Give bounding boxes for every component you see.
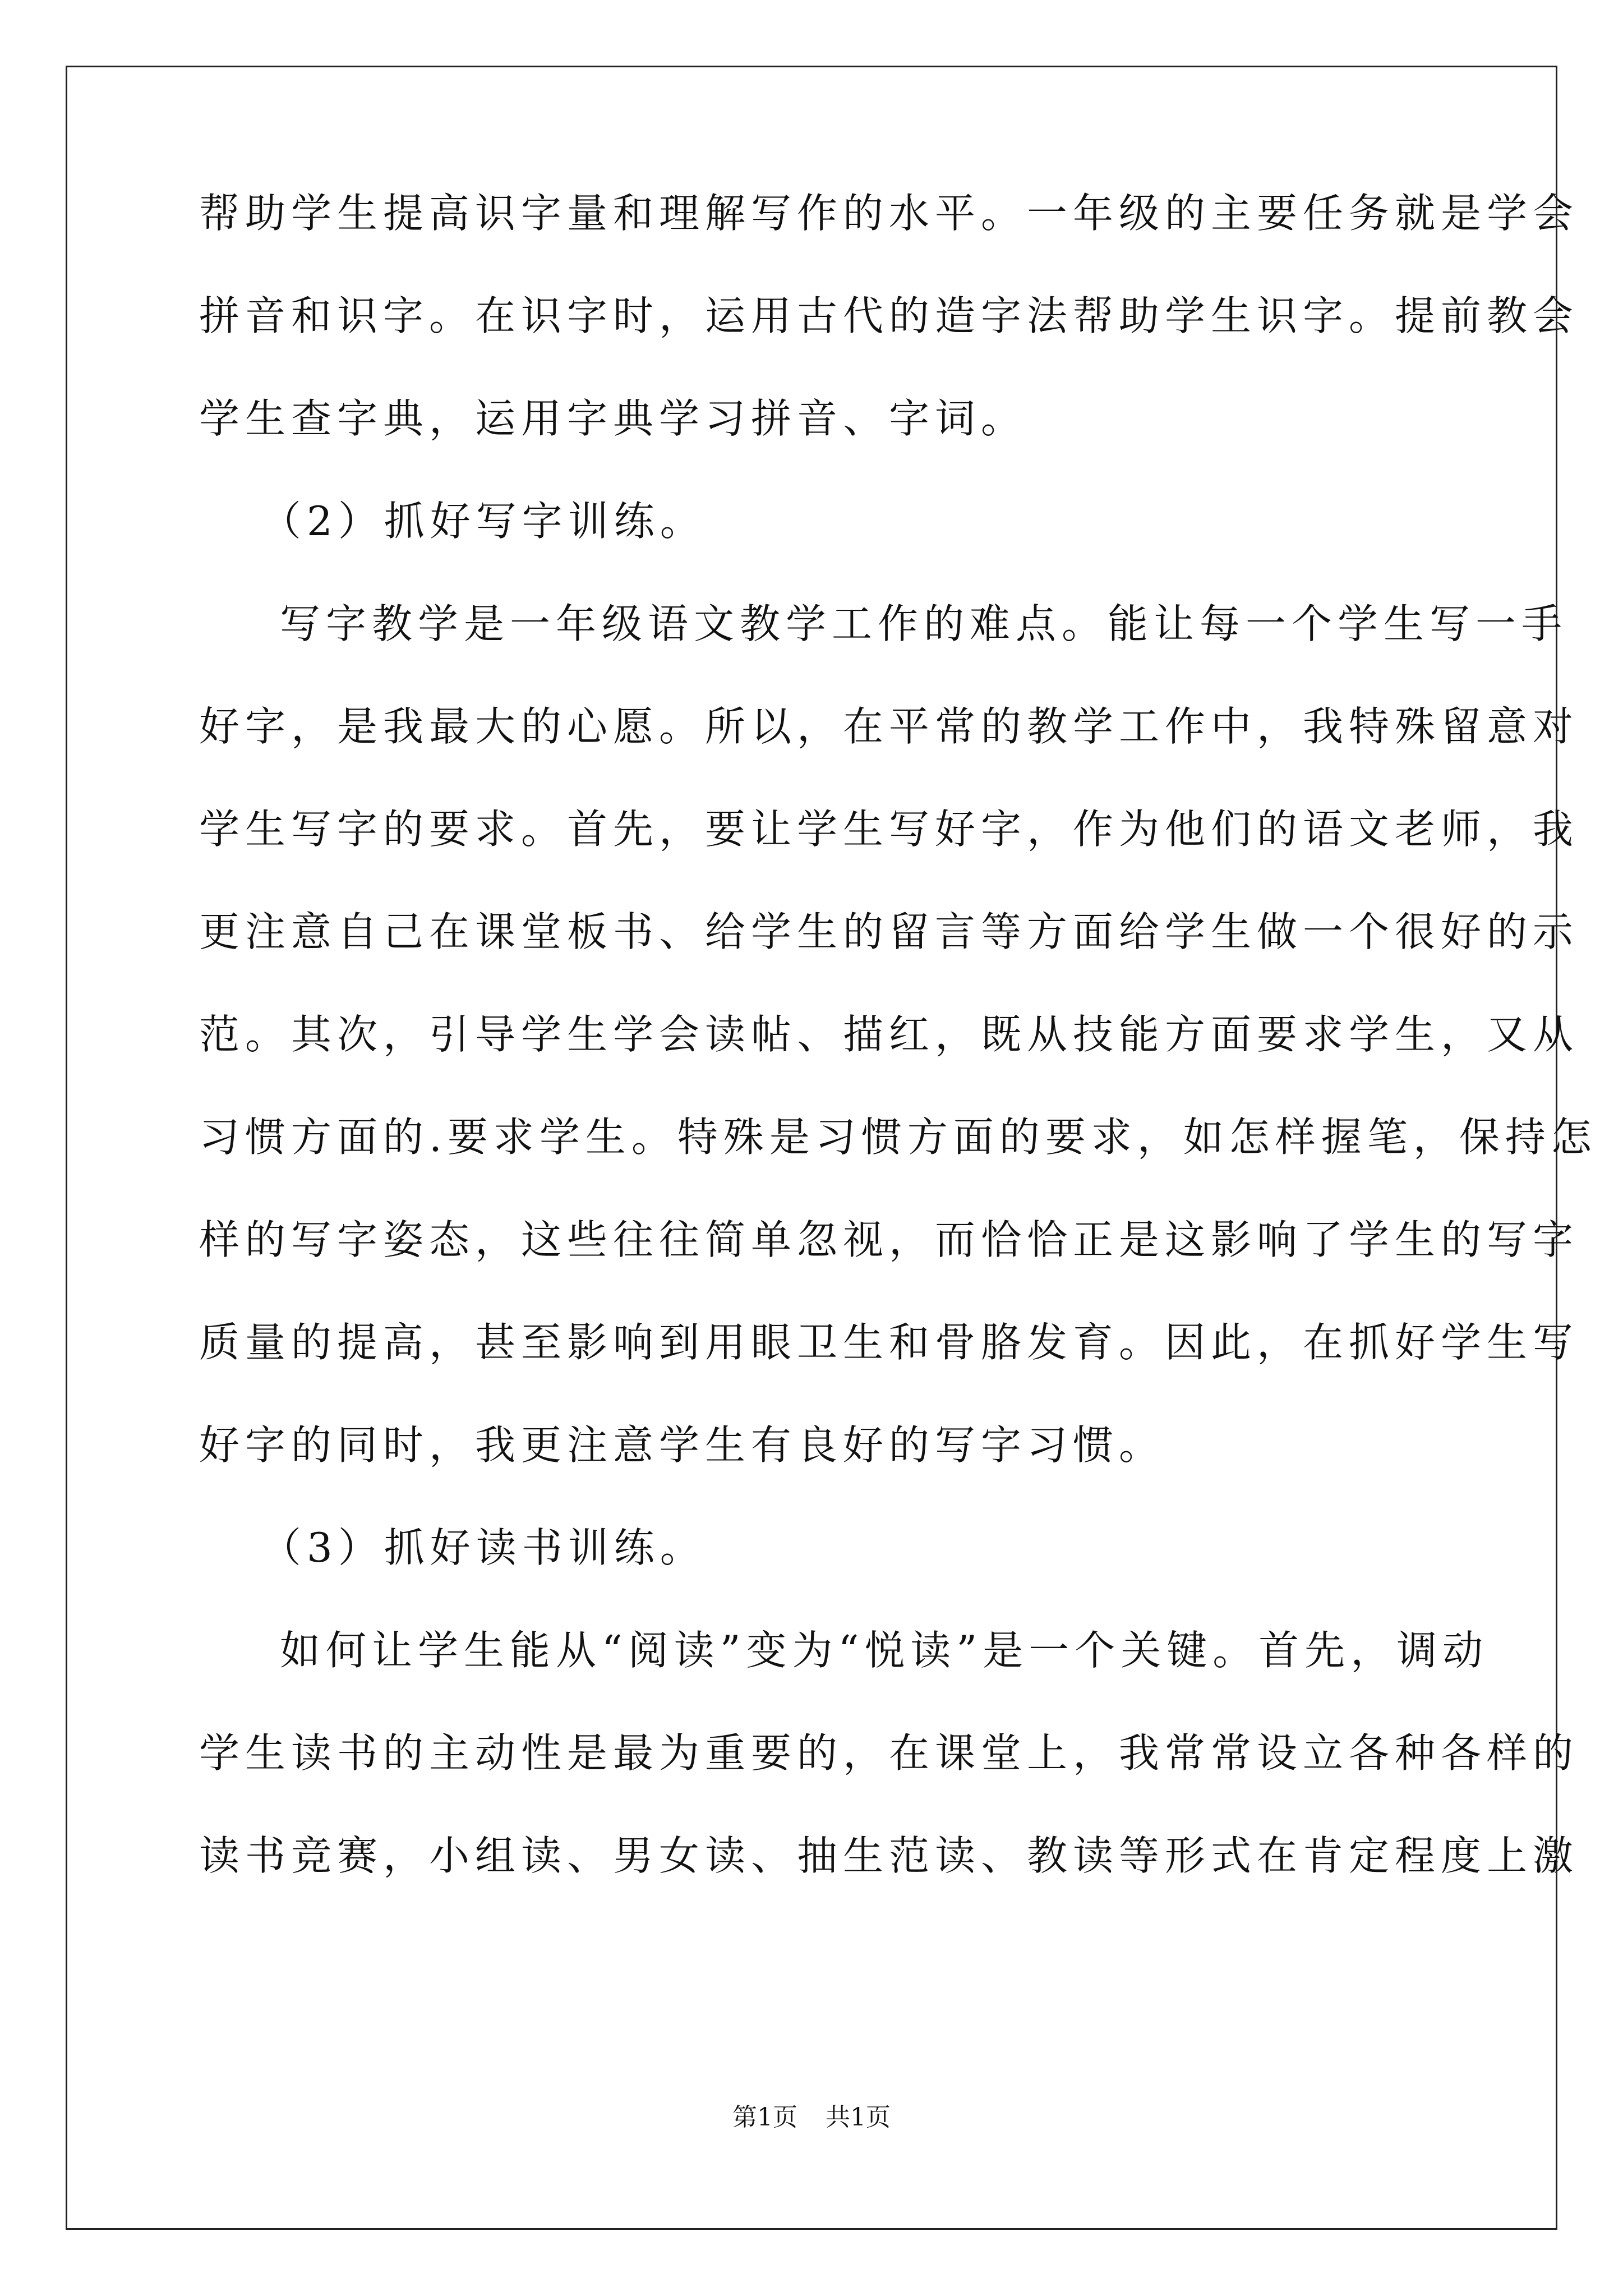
- text-line: 质量的提高，甚至影响到用眼卫生和骨胳发育。因此，在抓好学生写: [199, 1319, 1579, 1366]
- paragraph-start: 如何让学生能从“阅读”变为“悦读”是一个关键。首先，调动: [280, 1627, 1489, 1674]
- text-line: 学生写字的要求。首先，要让学生写好字，作为他们的语文老师，我: [199, 806, 1579, 853]
- text-line: 读书竞赛，小组读、男女读、抽生范读、教读等形式在肯定程度上激: [199, 1832, 1579, 1879]
- text-line: 习惯方面的.要求学生。特殊是习惯方面的要求，如怎样握笔，保持怎: [199, 1114, 1597, 1161]
- page-number: 第1页: [732, 2103, 797, 2132]
- paragraph-start: 写字教学是一年级语文教学工作的难点。能让每一个学生写一手: [280, 600, 1568, 647]
- page-footer: [0, 2101, 1623, 2134]
- text-line: 好字的同时，我更注意学生有良好的写字习惯。: [199, 1421, 1165, 1469]
- text-line: 帮助学生提高识字量和理解写作的水平。一年级的主要任务就是学会: [199, 190, 1579, 237]
- text-line: 更注意自己在课堂板书、给学生的留言等方面给学生做一个很好的示: [199, 908, 1579, 955]
- text-line: 样的写字姿态，这些往往简单忽视，而恰恰正是这影响了学生的写字: [199, 1216, 1579, 1263]
- text-line: 好字，是我最大的心愿。所以，在平常的教学工作中，我特殊留意对: [199, 703, 1579, 750]
- text-line: 学生读书的主动性是最为重要的，在课堂上，我常常设立各种各样的: [199, 1729, 1579, 1777]
- section-heading: （2）抓好写字训练。: [261, 498, 706, 545]
- text-line: 拼音和识字。在识字时，运用古代的造字法帮助学生识字。提前教会: [199, 292, 1579, 339]
- text-line: 范。其次，引导学生学会读帖、描红，既从技能方面要求学生，又从: [199, 1011, 1579, 1058]
- page-total: 共1页: [826, 2103, 891, 2132]
- text-line: 学生查字典，运用字典学习拼音、字词。: [199, 395, 1027, 442]
- section-heading: （3）抓好读书训练。: [261, 1524, 706, 1571]
